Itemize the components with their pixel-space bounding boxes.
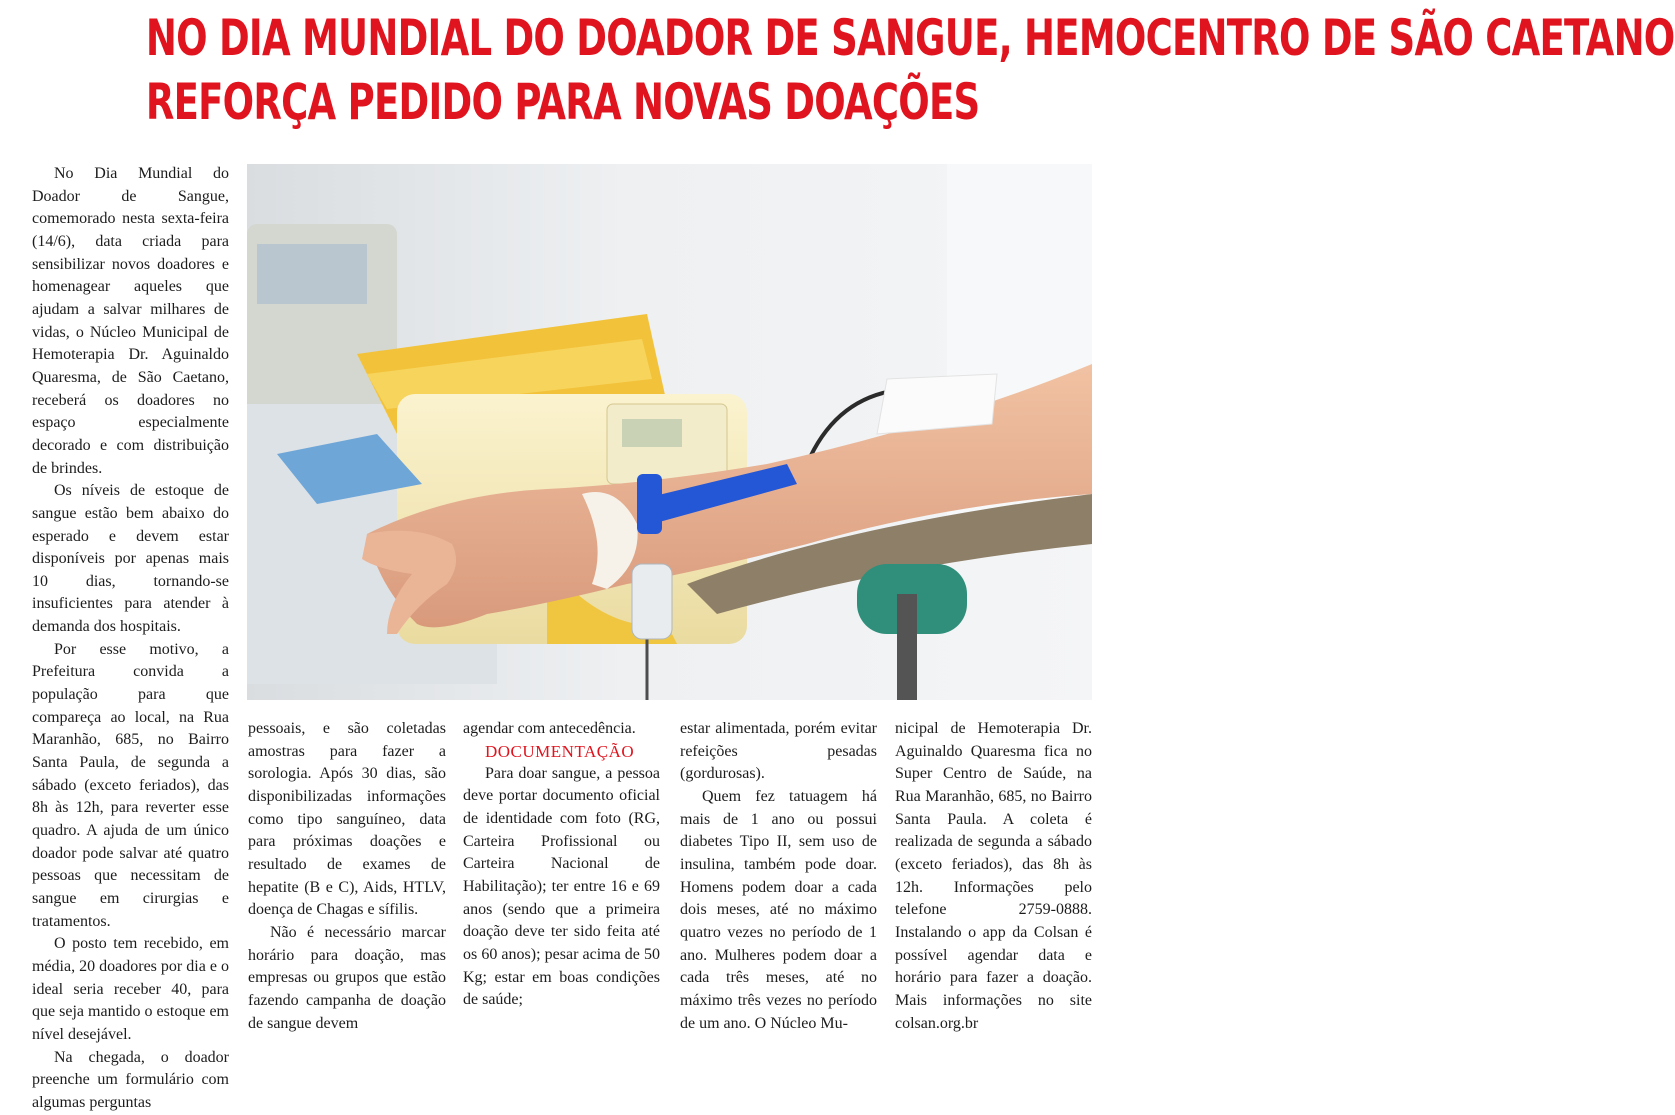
article-paragraph: Os níveis de estoque de sangue estão bem abaixo do esperado e devem estar disponíveis por apenas mais 10 dias, tornando-se insuficientes para atender à demanda dos hospitais. [32,482,229,636]
arm-blood-donation-photo [247,164,1092,700]
section-subheading: DOCUMENTAÇÃO [485,741,635,761]
blood-donation-photo [247,164,1092,700]
article-column-1 [32,163,229,1115]
article-paragraph: pessoais, e são coletadas amostras para fazer a sorologia. Após 30 dias, são disponibilizadas informações como tipo sanguíneo, data para próximas doações e resultado de exames de hepatite (B e C), Aids, HTLV, doença de Chagas e sífilis. [248,720,446,919]
article-paragraph: Por esse motivo, a Prefeitura convida a população para que compareça ao local, na Rua Maranhão, 685, no Bairro Santa Paula, de segunda a sábado (exceto feriados), das 8h às 12h, para reverter esse quadro. A ajuda de um único doador pode salvar até quatro pessoas que necessitam de sangue em cirurgias e tratamentos. [32,640,229,930]
article-paragraph: estar alimentada, porém evitar refeições pesadas (gordurosas). [680,720,877,783]
article-paragraph: O posto tem recebido, em média, 20 doadores por dia e o ideal seria receber 40, para que seja mantido o estoque em nível desejável. [32,935,229,1043]
article-column-2 [248,718,446,1035]
article-paragraph: Na chegada, o doador preenche um formulário com algumas perguntas [32,1048,229,1111]
article-paragraph: Quem fez tatuagem há mais de 1 ano ou possui diabetes Tipo II, sem uso de insulina, também pode doar. Homens podem doar a cada dois meses, até no máximo quatro vezes no período de 1 ano. Mulheres podem doar a cada três meses, até no máximo três vezes no período de um ano. O Núcleo Mu- [680,787,877,1032]
article-paragraph: nicipal de Hemoterapia Dr. Aguinaldo Quaresma fica no Super Centro de Saúde, na Rua Maranhão, 685, no Bairro Santa Paula. A coleta é realizada de segunda a sábado (exceto feriados), das 8h às 12h. Informações pelo telefone 2759-0888. Instalando o app da Colsan é possível agendar data e horário para fazer a doação. Mais informações no site colsan.org.br [895,720,1092,1032]
article-paragraph: No Dia Mundial do Doador de Sangue, comemorado nesta sexta-feira (14/6), data criada para sensibilizar novos doadores e homenagear aqueles que ajudam a salvar milhares de vidas, o Núcleo Municipal de Hemoterapia Dr. Aguinaldo Quaresma, de São Caetano, receberá os doadores no espaço especialmente decorado e com distribuição de brindes. [32,165,229,477]
headline-line-1: NO DIA MUNDIAL DO DOADOR DE SANGUE, HEMOCENTRO DE SÃO CAETANO [145,9,1675,67]
article-paragraph: Não é necessário marcar horário para doação, mas empresas ou grupos que estão fazendo campanha de doação de sangue devem [248,923,446,1032]
article-column-4 [680,718,877,1035]
article-paragraph: Para doar sangue, a pessoa deve portar documento oficial de identidade com foto (RG, Carteira Profissional ou Carteira Nacional de Habilitação); ter entre 16 e 69 anos (sendo que a primeira doação deve ter sido feita até os 60 anos); pesar acima de 50 Kg; estar em boas condições de saúde; [463,764,660,1009]
article-column-3 [463,718,660,1012]
article-headline [145,6,1675,134]
article-column-5 [895,718,1092,1035]
headline-line-2: REFORÇA PEDIDO PARA NOVAS DOAÇÕES [145,73,980,131]
article-paragraph: agendar com antecedência. [463,720,636,737]
